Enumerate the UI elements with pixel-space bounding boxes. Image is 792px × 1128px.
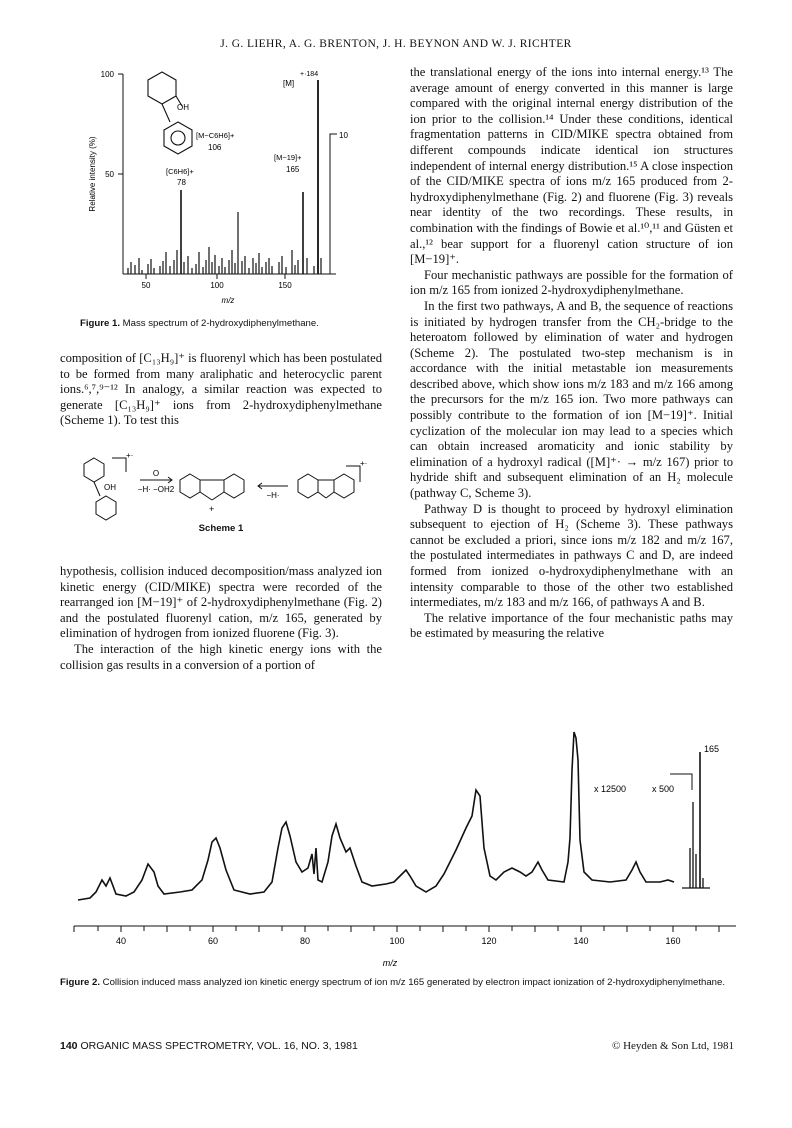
fig1-ytick-100: 100 [100, 70, 114, 79]
scheme1-step1-bottom: −H· −OH2 [137, 485, 175, 494]
fig1-x10-marker [330, 134, 337, 274]
figure2-caption-text: Collision induced mass analyzed ion kinetic energy spectrum of ion m/z 165 generated by electron impact ionization of 2-hydroxydiphenylmethane. [102, 977, 725, 988]
figure1-mass-spectrum [78, 62, 408, 322]
right-paragraph-2: Four mechanistic pathways are possible for the formation of ion m/z 165 from ionized 2-hydroxydiphenylmethane. [410, 267, 733, 298]
fig2-xtick-40: 40 [115, 936, 127, 946]
fig2-xtick-80: 80 [299, 936, 311, 946]
fig1-xtick-50: 50 [141, 281, 151, 290]
fig1-label-106: 106 [208, 143, 222, 152]
fig2-xtick-120: 120 [481, 936, 497, 946]
fig2-peak-165-label: 165 [704, 744, 720, 754]
fig1-molecule-structure [148, 72, 192, 154]
scheme1-title: Scheme 1 [198, 523, 244, 534]
figure2-caption [60, 976, 736, 989]
scheme1-plus: + [209, 504, 215, 514]
fig1-label-m: [M] [283, 79, 295, 88]
figure1-caption [80, 317, 400, 330]
footer-left [60, 1040, 358, 1052]
fig2-trace [78, 732, 674, 900]
copyright: © Heyden & Son Ltd, 1981 [611, 1040, 734, 1052]
left-paragraph-3: The interaction of the high kinetic energy ions with the collision gas results in a conversion of a portion of [60, 641, 382, 672]
fig2-xtick-100: 100 [389, 936, 405, 946]
left-column-top [60, 351, 382, 429]
fig2-gain2: x 500 [652, 784, 675, 794]
left-paragraph-2: hypothesis, collision induced decomposition/mass analyzed ion kinetic energy (CID/MIKE) spectra were recorded of the rearranged ion [M−19]⁺ of 2-hydroxydiphenylmethane (Fig. 2) and the postulated fluorenyl cation, m/z 165, generated by elimination of hydrogen from ionized fluorene (Fig. 3). [60, 564, 382, 641]
fig2-xlabel: m/z [382, 958, 398, 968]
fig1-ytick-50: 50 [105, 170, 114, 179]
left-paragraph-1: composition of [C₁₃H₉]⁺ is fluorenyl which has been postulated to be formed from many araliphatic and heterocyclic parent ions.⁶,⁷,⁹⁻¹² In analogy, a similar reaction was expected to generate [C₁₃H₉]⁺ ions from 2-hydroxydiphenylmethane (Scheme 1). To test this [60, 351, 382, 428]
figure2-mike-spectrum [60, 730, 740, 975]
page-number: 140 [60, 1040, 78, 1052]
right-column [410, 65, 733, 642]
right-paragraph-3: In the first two pathways, A and B, the sequence of reactions is initiated by hydrogen transfer from the CH₂-bridge to the heteroatom followed by elimination of water and hydrogen (Scheme 2). The postulated two-step mechanism is in accordance with the initial metastable ion measurements described above, which show ions m/z 183 and m/z 166 among the precursors for the m/z 165 ion. Two more pathways can possibly contribute to the formation of ion [M−19]⁺. Initial cyclization of the molecular ion may lead to a species which can obtain increased aromaticity and ionic stability by elimination of a hydroxyl radical ([M]⁺· → m/z 167) prior to hydride shift and subsequent elimination of an H₂ molecule (pathway C, Scheme 3). [410, 298, 733, 501]
right-paragraph-5: The relative importance of the four mechanistic paths may be estimated by measuring the relative [410, 610, 733, 641]
fig1-xlabel: m/z [221, 296, 235, 305]
right-paragraph-4: Pathway D is thought to proceed by hydroxyl elimination subsequent to ejection of H₂ (Scheme 3). These pathways cannot be excluded a priori, since ions m/z 182 and m/z 167, the postulated intermediates in pathways C and D, are indeed formed from ionized o-hydroxydiphenylmethane with an intensity comparable to those of the other two established intermediates, m/z 183 and m/z 166, of pathways A and B. [410, 501, 733, 610]
fig2-xtick-140: 140 [573, 936, 589, 946]
fig1-xtick-100: 100 [210, 281, 224, 290]
right-paragraph-1: the translational energy of the ions into internal energy.¹³ The average amount of energy converted in this manner is large compared with the original internal energy distribution of the ion prior to the collision.¹⁴ Under these conditions, identical fragmentation patterns in CID/MIKE spectra obtained from different compounds indicate identical ion structures independent of internal energy distribution.¹⁵ A close inspection of the CID/MIKE spectra of ions m/z 165 produced from 2-hydroxydiphenylmethane (Fig. 2) and fluorene (Fig. 3) reveals near identity of the two recordings. These results, in combination with the findings of Bowie et al.¹⁰,¹¹ and Güsten et al.,¹² bear support for a fluorenyl cation structure of ion [M−19]⁺. [410, 65, 733, 267]
svg-text:+·: +· [360, 459, 368, 468]
fig2-gain1: x 12500 [594, 784, 627, 794]
figure1-caption-label: Figure 1. [80, 318, 120, 329]
fig2-peak-cluster [682, 752, 710, 888]
scheme1-step1-top: O [152, 469, 160, 478]
fig1-spectrum-lines [128, 80, 321, 274]
left-column-bottom [60, 564, 382, 673]
fig1-label-c6h6: [C6H6]+ [166, 167, 194, 176]
fig1-xtick-150: 150 [278, 281, 292, 290]
journal-citation: ORGANIC MASS SPECTROMETRY, VOL. 16, NO. 3, 1981 [80, 1040, 358, 1052]
fig1-ylabel: Relative intensity (%) [88, 136, 97, 212]
fig1-x10-label: 10 [339, 131, 348, 140]
fig1-label-m-sup: +·184 [300, 71, 319, 78]
fig1-label-m-19: [M−19]+ [274, 153, 302, 162]
scheme1-oh-label: OH [104, 483, 116, 492]
figure2-caption-label: Figure 2. [60, 977, 100, 988]
scheme1-step2: −H· [266, 491, 280, 500]
running-header: J. G. LIEHR, A. G. BRENTON, J. H. BEYNON AND W. J. RICHTER [220, 38, 572, 50]
fig1-oh-label: OH [177, 103, 189, 112]
fig2-xtick-60: 60 [207, 936, 219, 946]
fig1-label-78: 78 [177, 178, 186, 187]
svg-text:+·: +· [126, 452, 134, 460]
fig1-label-165: 165 [286, 165, 300, 174]
fig1-label-m-c6h6: [M−C6H6]+ [196, 131, 235, 140]
fig2-xtick-160: 160 [665, 936, 681, 946]
figure1-caption-text: Mass spectrum of 2-hydroxydiphenylmethane. [122, 318, 319, 329]
scheme1-diagram [82, 452, 372, 522]
